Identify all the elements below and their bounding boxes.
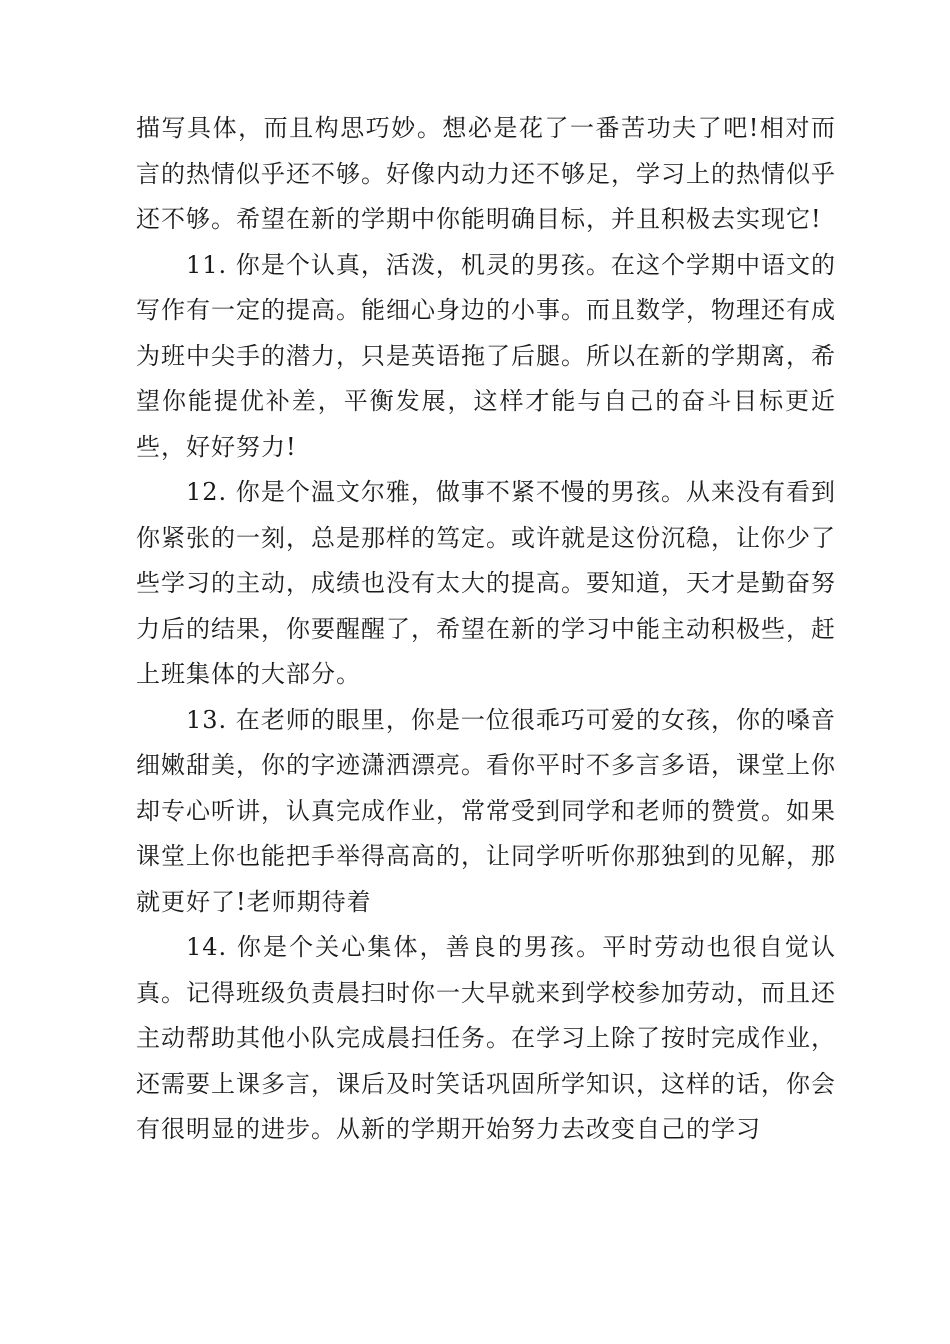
paragraph-comment-13: 13. 在老师的眼里，你是一位很乖巧可爱的女孩，你的嗓音细嫩甜美，你的字迹潇洒漂亮。看你平时不多言多语，课堂上你却专心听讲，认真完成作业，常常受到同学和老师的赞赏。如果课堂上你也能把手举得高高的，让同学听听你那独到的见解，那就更好了!老师期待着 [136,705,836,916]
paragraph-comment-11: 11. 你是个认真，活泼，机灵的男孩。在这个学期中语文的写作有一定的提高。能细心身边的小事。而且数学，物理还有成为班中尖手的潜力，只是英语拖了后腿。所以在新的学期离，希望你能提优补差，平衡发展，这样才能与自己的奋斗目标更近些，好好努力! [136,250,836,461]
document-body [136,106,836,1153]
paragraph-comment-14: 14. 你是个关心集体，善良的男孩。平时劳动也很自觉认真。记得班级负责晨扫时你一大早就来到学校参加劳动，而且还主动帮助其他小队完成晨扫任务。在学习上除了按时完成作业，还需要上课多言，课后及时笑话巩固所学知识，这样的话，你会有很明显的进步。从新的学期开始努力去改变自己的学习 [136,933,836,1143]
paragraph-continuation: 描写具体，而且构思巧妙。想必是花了一番苦功夫了吧!相对而言的热情似乎还不够。好像内动力还不够足，学习上的热情似乎还不够。希望在新的学期中你能明确目标，并且积极去实现它! [136,114,836,233]
paragraph-comment-12: 12. 你是个温文尔雅，做事不紧不慢的男孩。从来没有看到你紧张的一刻，总是那样的笃定。或许就是这份沉稳，让你少了些学习的主动，成绩也没有太大的提高。要知道，天才是勤奋努力后的结果，你要醒醒了，希望在新的学习中能主动积极些，赶上班集体的大部分。 [136,478,836,688]
